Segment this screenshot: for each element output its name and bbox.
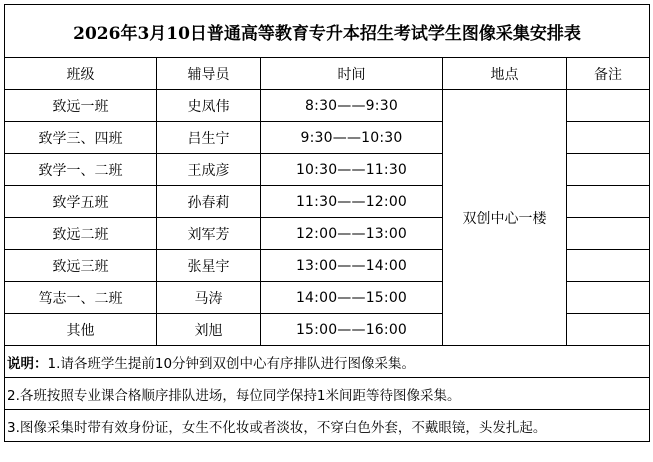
remarks-cell	[567, 90, 650, 122]
remarks-cell	[567, 154, 650, 186]
header-location: 地点	[443, 58, 567, 90]
location-cell: 双创中心一楼	[443, 90, 567, 346]
page-title: 2026年3月10日普通高等教育专升本招生考试学生图像采集安排表	[5, 5, 650, 58]
time-cell: 9:30——10:30	[261, 122, 443, 154]
remarks-cell	[567, 218, 650, 250]
header-counselor: 辅导员	[157, 58, 261, 90]
time-cell: 11:30——12:00	[261, 186, 443, 218]
note-row-3	[5, 410, 650, 442]
class-cell: 致学一、二班	[5, 154, 157, 186]
counselor-cell: 孙春莉	[157, 186, 261, 218]
title-row	[5, 5, 650, 58]
header-remarks: 备注	[567, 58, 650, 90]
header-time: 时间	[261, 58, 443, 90]
counselor-cell: 刘军芳	[157, 218, 261, 250]
header-row	[5, 58, 650, 90]
table-row	[5, 90, 650, 122]
time-cell: 8:30——9:30	[261, 90, 443, 122]
remarks-cell	[567, 186, 650, 218]
note-2: 2.各班按照专业课合格顺序排队进场，每位同学保持1米间距等待图像采集。	[5, 378, 650, 410]
note-row-2	[5, 378, 650, 410]
class-cell: 笃志一、二班	[5, 282, 157, 314]
remarks-cell	[567, 314, 650, 346]
class-cell: 致学五班	[5, 186, 157, 218]
remarks-cell	[567, 282, 650, 314]
class-cell: 致远一班	[5, 90, 157, 122]
counselor-cell: 王成彦	[157, 154, 261, 186]
counselor-cell: 刘旭	[157, 314, 261, 346]
schedule-table	[4, 4, 650, 442]
header-class: 班级	[5, 58, 157, 90]
time-cell: 14:00——15:00	[261, 282, 443, 314]
counselor-cell: 史凤伟	[157, 90, 261, 122]
time-cell: 12:00——13:00	[261, 218, 443, 250]
counselor-cell: 吕生宁	[157, 122, 261, 154]
note-1-text: 1.请各班学生提前10分钟到双创中心有序排队进行图像采集。	[47, 355, 416, 372]
time-cell: 10:30——11:30	[261, 154, 443, 186]
class-cell: 致学三、四班	[5, 122, 157, 154]
note-row-1	[5, 346, 650, 378]
class-cell: 致远三班	[5, 250, 157, 282]
class-cell: 其他	[5, 314, 157, 346]
note-lead: 说明：	[7, 355, 48, 372]
note-1	[5, 346, 650, 378]
counselor-cell: 张星宇	[157, 250, 261, 282]
counselor-cell: 马涛	[157, 282, 261, 314]
time-cell: 13:00——14:00	[261, 250, 443, 282]
remarks-cell	[567, 122, 650, 154]
time-cell: 15:00——16:00	[261, 314, 443, 346]
class-cell: 致远二班	[5, 218, 157, 250]
note-3: 3.图像采集时带有效身份证，女生不化妆或者淡妆，不穿白色外套，不戴眼镜，头发扎起。	[5, 410, 650, 442]
remarks-cell	[567, 250, 650, 282]
